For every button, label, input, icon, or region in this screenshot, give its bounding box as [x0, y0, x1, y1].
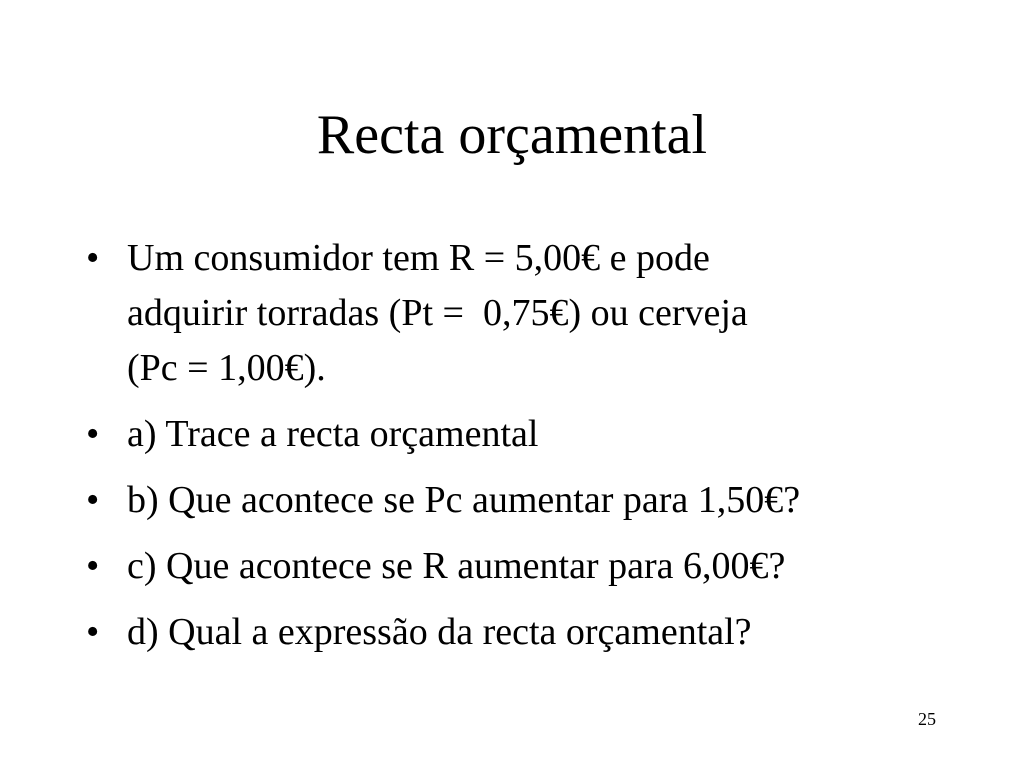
bullet-item-c	[80, 539, 960, 594]
bullet-icon: •	[86, 237, 100, 279]
bullet-item-problem	[80, 231, 960, 396]
bullet-text: d) Qual a expressão da recta orçamental?	[127, 611, 752, 653]
bullet-text: Um consumidor tem R = 5,00€ e pode adquirir torradas (Pt = 0,75€) ou cerveja (Pc = 1,00€).	[127, 237, 748, 389]
bullet-icon: •	[86, 611, 100, 653]
bullet-text: a) Trace a recta orçamental	[127, 413, 539, 455]
bullet-icon: •	[86, 479, 100, 521]
slide-number: 25	[918, 709, 936, 729]
bullet-item-b	[80, 473, 960, 528]
bullet-list	[80, 231, 960, 671]
bullet-text: c) Que acontece se R aumentar para 6,00€?	[127, 545, 786, 587]
slide-title: Recta orçamental	[316, 104, 708, 166]
bullet-icon: •	[86, 545, 100, 587]
bullet-text: b) Que acontece se Pc aumentar para 1,50€?	[127, 479, 801, 521]
bullet-item-d	[80, 605, 960, 660]
bullet-icon: •	[86, 413, 100, 455]
bullet-item-a	[80, 407, 960, 462]
